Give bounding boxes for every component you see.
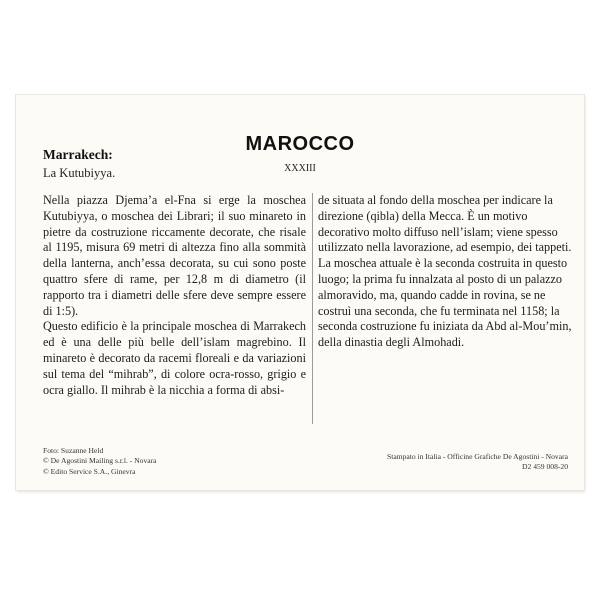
paragraph: Questo edificio è la principale moschea di Marrakech ed è una delle più belle dell’islam magrebino. Il minareto è decorato da racemi floreali e da variazioni sul tema del “mihrab”, di colore ocra-rosso, grigio e ocra giallo. Il mihrab è la nicchia a forma di absi- xyxy=(43,319,306,397)
credit-line: © De Agostini Mailing s.r.l. - Novara xyxy=(43,456,157,466)
catalog-code: D2 459 008-20 xyxy=(522,462,568,472)
paragraph: de situata al fondo della moschea per indicare la direzione (qibla) della Mecca. È un motivo decorativo molto diffuso nell’islam; viene spesso utilizzato nella lavorazione, ad esempio, dei tappeti. xyxy=(318,193,572,255)
paragraph: Nella piazza Djema’a el-Fna si erge la moschea Kutubiyya, o moschea dei Librari; il suo minareto in pietre da costruzione riccamente decorate, che risale al 1195, misura 69 metri di altezza fino alla sommità della lanterna, anch’essa decorata, su cui sono poste quattro sfere di rame, per 12,8 m di diametro (il rapporto tra i diametri delle sfere deve sempre essere di 1:5). xyxy=(43,193,306,318)
print-info xyxy=(387,452,568,473)
credit-line: © Edito Service S.A., Ginevra xyxy=(43,466,136,476)
paragraph: La moschea attuale è la seconda costruita in questo luogo; la prima fu innalzata al posto di un palazzo almoravido, ma, quando cadde in rovina, se ne costruì una seconda, che fu terminata nel 1158; la seconda costruzione fu iniziata da Abd al-Mou’min, della dinastia degli Almohadi. xyxy=(318,256,572,350)
country-title: MAROCCO xyxy=(245,133,355,155)
city-name: Marrakech: xyxy=(43,147,113,162)
credit-line: Foto: Suzanne Held xyxy=(43,446,104,455)
card-number: XXXIII xyxy=(284,163,316,174)
column-divider xyxy=(312,193,313,424)
text-column-left xyxy=(43,193,306,398)
printer-line: Stampato in Italia - Officine Grafiche De Agostini - Novara xyxy=(387,452,568,461)
postcard xyxy=(16,95,584,490)
monument-name: La Kutubiyya. xyxy=(43,166,116,180)
photo-credits xyxy=(43,446,157,477)
text-column-right xyxy=(318,193,573,351)
